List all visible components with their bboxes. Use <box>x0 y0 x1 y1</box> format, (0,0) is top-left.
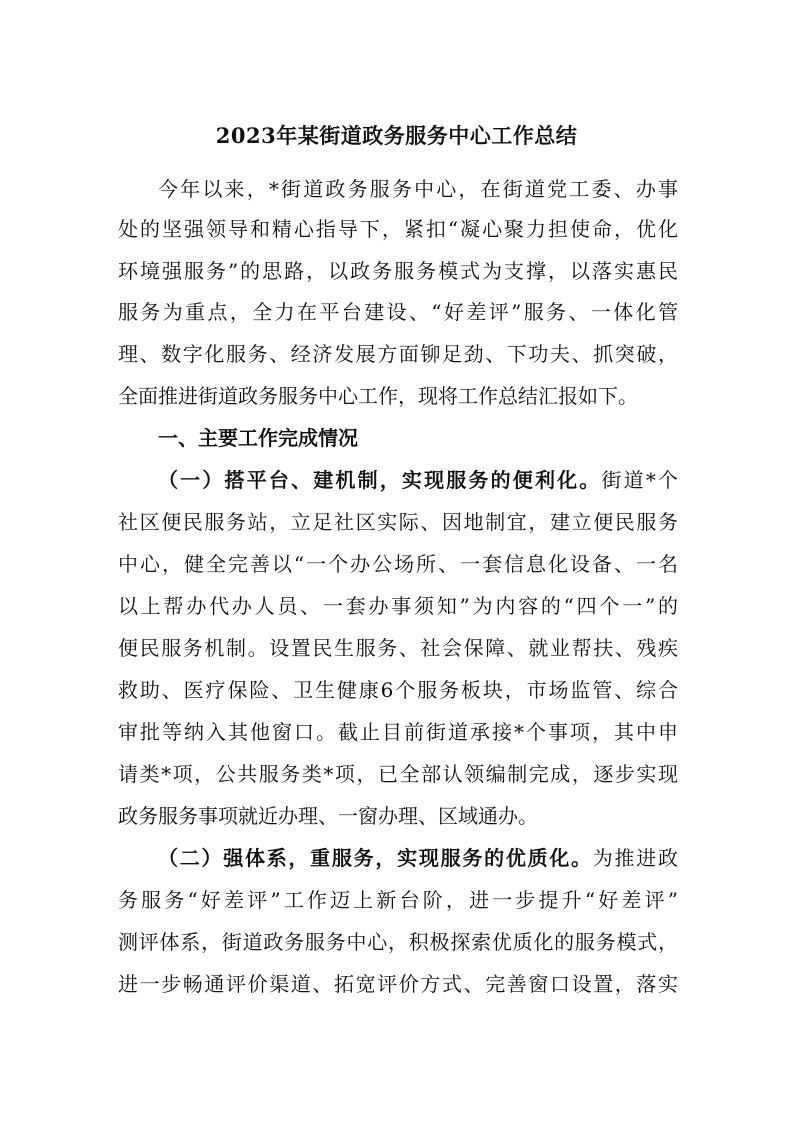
para2-first-line <box>158 844 678 872</box>
para1-line-5: 便民服务机制。设置民生服务、社会保障、就业帮扶、残疾 <box>118 636 678 660</box>
para1-line-3: 中心，健全完善以“一个办公场所、一套信息化设备、一名 <box>118 552 678 576</box>
para2-first-line-text: 为推进政 <box>592 846 679 870</box>
para1-heading: （一）搭平台、建机制，实现服务的便利化。 <box>158 468 602 492</box>
para1-line-2: 社区便民服务站，立足社区实际、因地制宜，建立便民服务 <box>118 510 678 534</box>
para2-line-4: 进一步畅通评价渠道、拓宽评价方式、完善窗口设置，落实 <box>118 972 678 996</box>
para2-heading: （二）强体系，重服务，实现服务的优质化。 <box>158 846 593 870</box>
para2-line-2: 务服务“好差评”工作迈上新台阶，进一步提升“好差评” <box>118 888 678 912</box>
para2-line-3: 测评体系，街道政务服务中心，积极探索优质化的服务模式， <box>118 930 678 954</box>
section-heading: 一、主要工作完成情况 <box>158 426 358 450</box>
intro-line-6: 全面推进街道政务服务中心工作，现将工作总结汇报如下。 <box>118 384 638 408</box>
intro-line-1: 今年以来，*街道政务服务中心，在街道党工委、办事 <box>158 177 678 201</box>
para1-line-7: 审批等纳入其他窗口。截止目前街道承接*个事项，其中申 <box>118 720 678 744</box>
intro-line-3: 环境强服务”的思路，以政务服务模式为支撑，以落实惠民 <box>118 259 678 283</box>
para1-first-line <box>158 466 678 494</box>
para1-line-8: 请类*项，公共服务类*项，已全部认领编制完成，逐步实现 <box>118 762 678 786</box>
para1-line-9: 政务服务事项就近办理、一窗办理、区域通办。 <box>118 804 538 828</box>
intro-line-2: 处的坚强领导和精心指导下，紧扣“凝心聚力担使命，优化 <box>118 217 678 241</box>
intro-line-4: 服务为重点，全力在平台建设、“好差评”服务、一体化管 <box>118 300 678 324</box>
para1-line-4: 以上帮办代办人员、一套办事须知”为内容的“四个一”的 <box>118 594 678 618</box>
document-title: 2023年某街道政务服务中心工作总结 <box>215 123 578 148</box>
para1-first-line-text: 街道*个 <box>601 468 679 492</box>
para1-line-6: 救助、医疗保险、卫生健康6个服务板块，市场监管、综合 <box>118 678 678 702</box>
intro-line-5: 理、数字化服务、经济发展方面铆足劲、下功夫、抓突破， <box>118 342 678 366</box>
